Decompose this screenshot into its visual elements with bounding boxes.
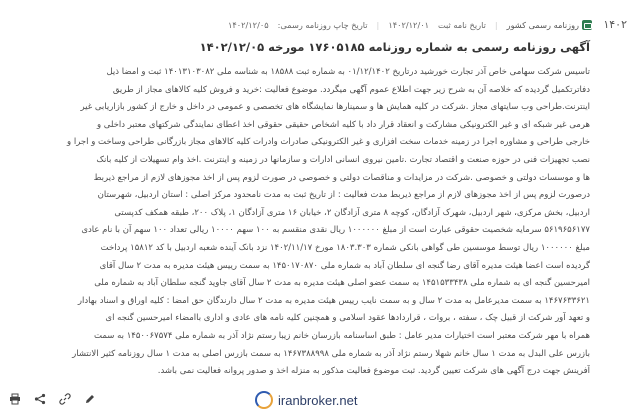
- year-tag: ۱۴۰۲: [603, 18, 627, 31]
- body-line: ۱۴۶۷۶۳۳۶۲۱ به سمت مدیرعامل به مدت ۲ سال و به سمت نایب رییس هیئت مدیره به مدت ۲ سال دارندگان حق امضا : کلیه اوراق و اسناد بهادار: [77, 295, 590, 306]
- link-icon[interactable]: [58, 392, 72, 406]
- print-date-label: تاریخ چاپ روزنامه رسمی:: [277, 20, 368, 30]
- body-line: و تعهد آور شرکت از قبیل چک ، سفته ، بروات ، قراردادها عقود اسلامی و همچنین کلیه نامه های عادی و اداری باامضاء امیرحسین گنجه ای: [105, 313, 590, 324]
- brand-label: روزنامه رسمی کشور: [506, 20, 579, 30]
- body-line: ۵۶۱۹۶۵۶۱۷۷ سرمایه شخصیت حقوقی عبارت است از مبلغ ۱۰۰۰۰۰۰ ریال نقدی منقسم به ۱۰۰ سهم ۱۰۰۰۰ ریالی تعداد ۱۰۰ سهم آن با نام عادی: [81, 225, 590, 236]
- body-line: خارجی طراحی و مشاوره اجرا در زمینه خدمات سخت افزاری و غیر الکترونیکی صادرات وادرات کلیه کالاهای مجاز بازرگانی طراحی وساخت و اجرا و: [67, 137, 590, 148]
- newspaper-icon: [582, 20, 592, 30]
- body-line: درصورت لزوم پس از اخذ مجوزهای لازم از مراجع ذیربط مدت فعالیت : از تاریخ ثبت به مدت نامحدود مرکز اصلی : استان اردبیل، شهرستان: [97, 190, 590, 201]
- source-brand[interactable]: [507, 20, 592, 30]
- body-line: اینترنت.طراحی وب سایتهای مجاز .شرکت در کلیه همایش ها و سمینارها نمایشگاه های تخصصی و عمومی در داخل و خارج از کشور بازاریابی غیر: [80, 102, 590, 113]
- body-line: امیرحسین گنجه ای به شماره ملی ۱۴۵۱۵۳۳۴۳۸ به سمت عضو اصلی هیئت مدیره به مدت ۲ سال آقای جاوید گنجه سلطان آباد به شماره ملی: [94, 278, 590, 289]
- footer: [0, 388, 627, 419]
- body-line: نصب تجهیزات فنی در حوزه صنعت و اقتصاد تجارت .تامین نیروی انسانی ادارات و سازمانها در زمینه و اینترنت .اخذ وام تسهیلات از کلیه بانک: [96, 154, 590, 165]
- print-icon[interactable]: [8, 392, 22, 406]
- share-icon[interactable]: [33, 392, 47, 406]
- broker-logo-icon: [255, 391, 273, 409]
- divider: |: [494, 20, 498, 30]
- body-line: آفرینش جهت درج آگهی های شرکت تعیین گردید. ثبت موضوع فعالیت مذکور به منزله اخذ و صدور پروانه فعالیت نمی باشد.: [157, 366, 590, 377]
- meta-row: [8, 18, 592, 32]
- body-line: بازرس علی البدل به مدت ۱ سال خانم شهلا رستم نژاد آذر به شماره ملی ۱۴۶۷۳۸۸۹۹۸ به سمت بازرس اصلی به مدت ۱ سال روزنامه کثیر الانتشار: [72, 348, 590, 359]
- body-line: گردیده است اعضا هیئت مدیره آقای رضا گنجه ای سلطان آباد به شماره ملی ۱۴۵۰۱۷۰۸۷۰ به سمت رییس هیئت مدیره به مدت ۲ سال آقای: [99, 260, 590, 271]
- site-name: iranbroker.net: [278, 392, 358, 408]
- body-line: اردبیل، بخش مرکزی، شهر اردبیل، شهرک آزادگان، کوچه ۸ متری آزادگان ۲، خیابان ۱۶ متری آزادگان ۱، پلاک ۲۰۰، طبقه همکف کدپستی: [114, 207, 590, 218]
- announcement-body: [10, 64, 590, 381]
- letter-date-value: ۱۴۰۲/۱۲/۰۱: [388, 20, 430, 30]
- body-line: دفاترتکمیل گردیده که خلاصه آن به شرح زیر جهت اطلاع عموم آگهی میگردد. موضوع فعالیت :خرید و فروش کلیه کالاهای مجاز از طریق: [112, 84, 590, 95]
- body-line: تاسیس شرکت سهامی خاص آذر تجارت خورشید درتاریخ ۰۱/۱۲/۱۴۰۲ به شماره ثبت ۱۸۵۸۸ به شناسه ملی ۱۴۰۱۳۱۰۳۰۸۲ ثبت و امضا ذیل: [106, 67, 590, 77]
- body-line: مبلغ ۱۰۰۰۰۰۰ ریال توسط موسسین طی گواهی بانکی شماره ۱۸۰۳.۳۰۳ مورخ ۱۴۰۲/۱۱/۱۷ نزد بانک آینده شعبه اردبیل با کد ۱۵۸۱۲ پرداخت: [100, 242, 590, 253]
- letter-date-label: تاریخ نامه ثبت: [438, 20, 486, 30]
- edit-icon[interactable]: [83, 392, 97, 406]
- page-title: آگهی روزنامه رسمی به شماره روزنامه ۱۷۶۰۵۱۸۵ مورخه ۱۴۰۲/۱۲/۰۵: [199, 40, 590, 54]
- body-line: هرمی غیر شبکه ای و غیر الکترونیکی مشارکت و انعقاد قرار داد با کلیه اشخاص حقیقی حقوقی اخذ اعطای نمایندگی شرکتهای معتبر داخلی و: [96, 119, 590, 130]
- site-logo[interactable]: [255, 391, 358, 409]
- print-date-value: ۱۴۰۲/۱۲/۰۵: [227, 20, 269, 30]
- divider: |: [376, 20, 380, 30]
- body-line: ها و موسسات دولتی و خصوصی .شرکت در مزایدات و مناقصات دولتی و خصوصی در صورت لزوم پس از اخذ مجوزهای لازم از مراجع ذیربط: [93, 172, 590, 183]
- body-line: همراه با مهر شرکت معتبر است اختیارات مدیر عامل : طبق اساسنامه بازرسان خانم زیبا رستم نژاد آذر به شماره ملی ۱۴۵۰۰۶۷۵۷۴ به سمت: [94, 330, 590, 341]
- action-bar: [8, 392, 97, 406]
